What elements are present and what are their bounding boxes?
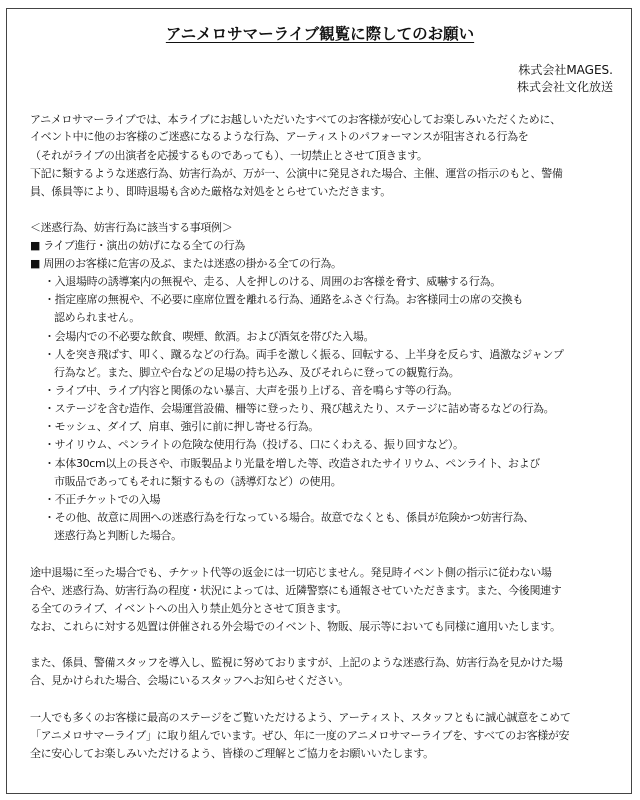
issuer-bunka-hoso: 株式会社文化放送 — [516, 80, 613, 94]
list-item: ・モッシュ、ダイブ、肩車、強引に前に押し寄せる行為。 — [44, 420, 319, 433]
list-item: 迷惑行為と判断した場合。 — [54, 529, 182, 542]
list-item: ・サイリウム、ペンライトの危険な使用行為（投げる、口にくわえる、振り回すなど）。 — [44, 438, 464, 451]
intro-line: 下記に類するような迷惑行為、妨害行為が、万が一、公演中に発見された場合、主催、運営の指示のもと、警備 — [30, 167, 563, 180]
list-item: ・人を突き飛ばす、叩く、蹴るなどの行為。両手を激しく振る、回転する、上半身を反らす、過激なジャンプ — [44, 348, 564, 361]
bullet-item: ■ 周囲のお客様に危害の及ぶ、または迷惑の掛かる全ての行為。 — [30, 257, 342, 270]
list-item: ・不正チケットでの入場 — [44, 493, 161, 506]
intro-line: アニメロサマーライブでは、本ライブにお越しいただいたすべてのお客様が安心してお楽しみいただくために、 — [30, 113, 561, 126]
list-item: ・入退場時の誘導案内の無視や、走る、人を押しのける、周囲のお客様を脅す、威嚇する行為。 — [44, 275, 501, 288]
bullet-item: ■ ライブ進行・演出の妨げになる全ての行為 — [30, 239, 245, 252]
intro-line: イベント中に他のお客様のご迷惑になるような行為、アーティストのパフォーマンスが阻害される行為を — [30, 130, 529, 143]
closing-line: 全に安心してお楽しみいただけるよう、皆様のご理解とご協力をお願いいたします。 — [30, 747, 434, 760]
refund-note-line: る全てのライブ、イベントへの出入り禁止処分とさせて頂きます。 — [30, 602, 348, 615]
staff-note-line: 合、見かけられた場合、会場にいるスタッフへお知らせください。 — [30, 674, 349, 687]
list-item: ・ステージを含む造作、会場運営設備、柵等に登ったり、飛び越えたり、ステージに詰め寄るなどの行為。 — [44, 402, 555, 415]
list-item: 市販品であってもそれに類するもの（誘導灯など）の使用。 — [54, 475, 342, 488]
closing-line: 一人でも多くのお客様に最高のステージをご覧いただけるよう、アーティスト、スタッフともに誠心誠意をこめて — [30, 711, 571, 724]
refund-note-line: なお、これらに対する処置は併催される外会場でのイベント、物販、展示等においても同様に適用いたします。 — [30, 620, 561, 633]
list-item: 認められません。 — [54, 311, 140, 324]
document-title: アニメロサマーライブ観覧に際してのお願い — [165, 25, 475, 43]
list-item: ・本体30cm以上の長さや、市販製品より光量を増した等、改造されたサイリウム、ペンライト、および — [44, 457, 540, 470]
refund-note-line: 途中退場に至った場合でも、チケット代等の返金には一切応じません。発見時イベント側の指示に従わない場 — [30, 566, 552, 579]
staff-note-line: また、係員、警備スタッフを導入し、監視に努めておりますが、上記のような迷惑行為、妨害行為を見かけた場 — [30, 656, 563, 669]
closing-line: 「アニメロサマーライブ」に取り組んでいます。ぜひ、年に一度のアニメロサマーライブを、すべてのお客様が安 — [30, 729, 570, 742]
issuer-mages: 株式会社MAGES. — [518, 63, 613, 77]
list-item: ・会場内での不必要な飲食、喫煙、飲酒。および酒気を帯びた入場。 — [44, 330, 375, 343]
list-item: ・指定座席の無視や、不必要に座席位置を離れる行為、通路をふさぐ行為。お客様同士の席の交換も — [44, 293, 524, 306]
list-item: 行為など。また、脚立や台などの足場の持ち込み、及びそれらに登っての観覧行為。 — [54, 366, 460, 379]
intro-line: 員、係員等により、即時退場も含めた厳格な対処をとらせていただきます。 — [30, 185, 391, 198]
refund-note-line: 合や、迷惑行為、妨害行為の程度・状況によっては、近隣警察にも通報させていただきます。また、今後関連す — [30, 584, 562, 597]
issuer-block — [517, 62, 613, 96]
list-item: ・ライブ中、ライブ内容と関係のない暴言、大声を張り上げる、音を鳴らす等の行為。 — [44, 384, 459, 397]
list-item: ・その他、故意に周囲への迷惑行為を行なっている場合。故意でなくとも、係員が危険かつ妨害行為、 — [44, 511, 534, 524]
intro-line: （それがライブの出演者を応援するものであっても）、一切禁止とさせて頂きます。 — [30, 149, 428, 162]
examples-heading: ＜迷惑行為、妨害行為に該当する事項例＞ — [30, 221, 233, 234]
